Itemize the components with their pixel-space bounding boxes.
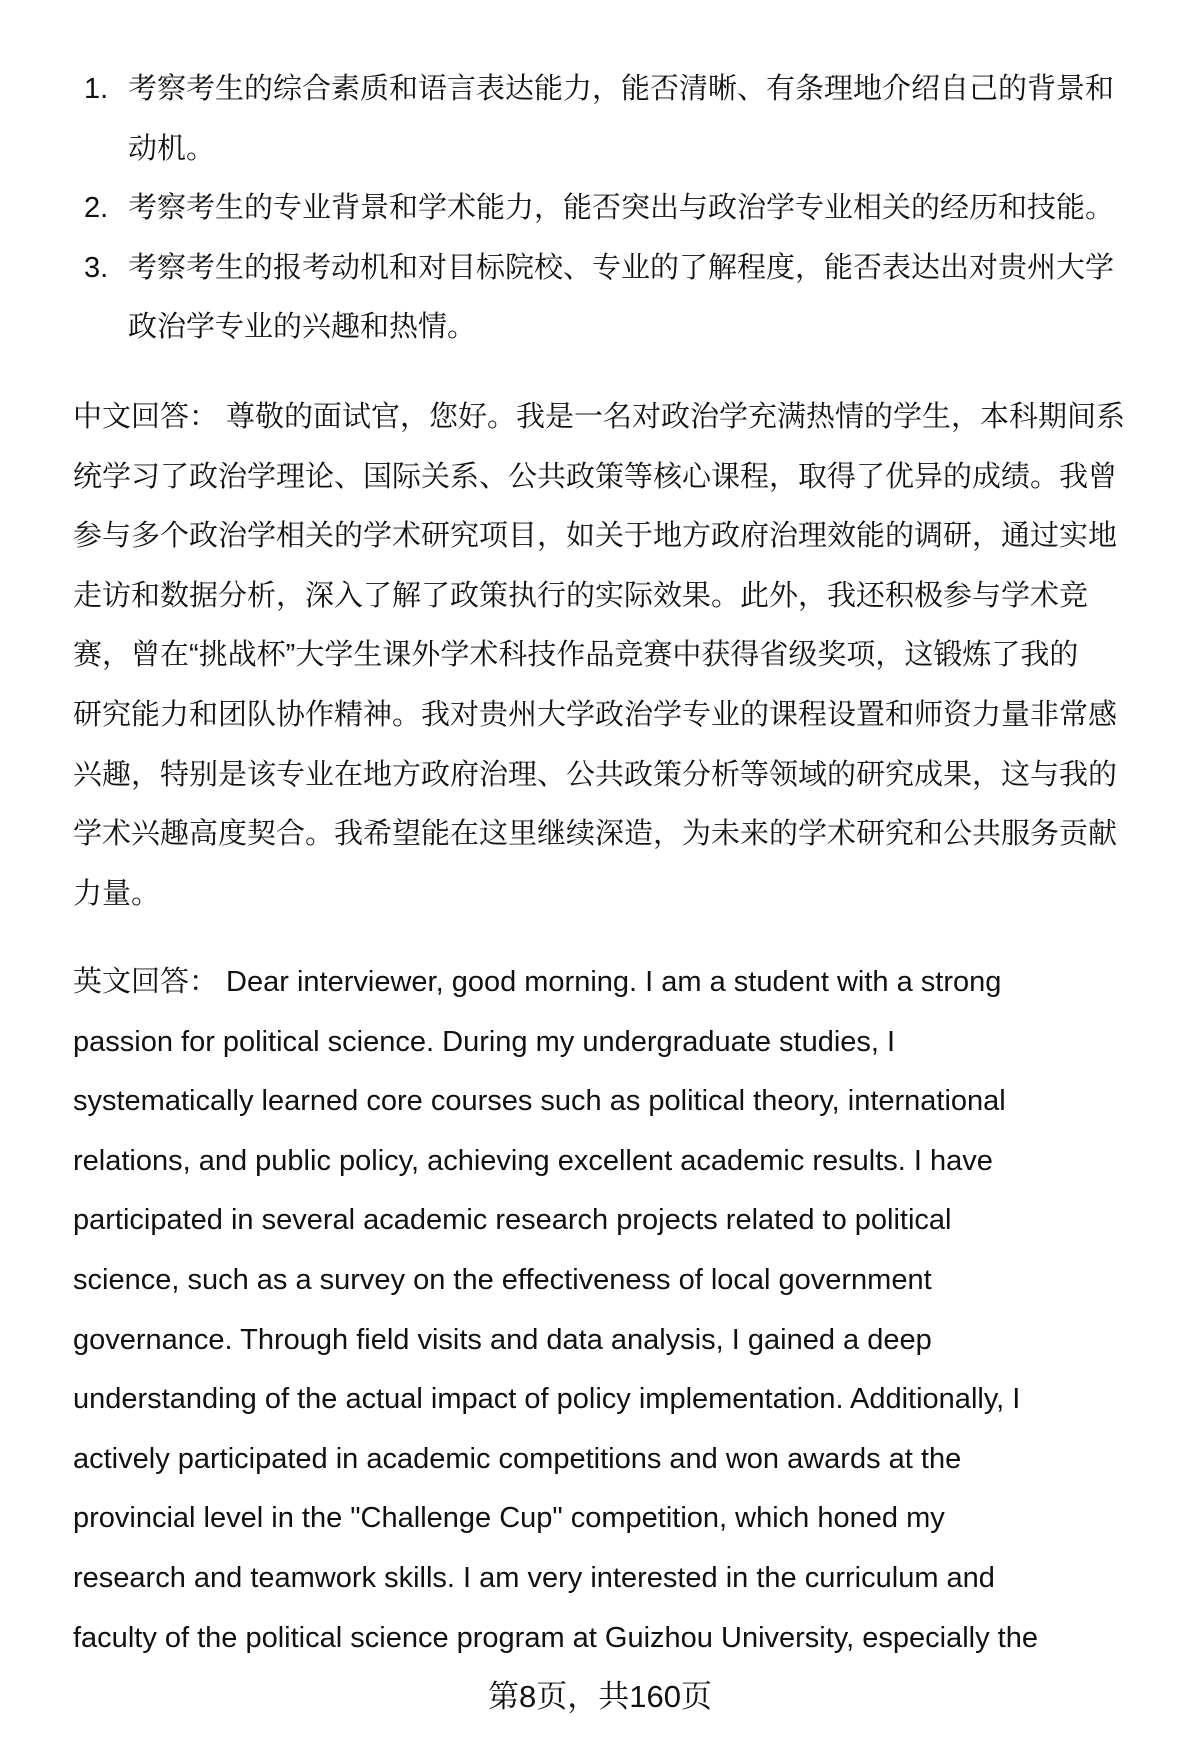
list-item-number: 1.	[84, 73, 109, 105]
english-answer-line: actively participated in academic competitions and won awards at the	[73, 1442, 962, 1475]
list-item-number: 3.	[84, 251, 109, 284]
chinese-answer-line: 赛，曾在“挑战杯”大学生课外学术科技作品竞赛中获得省级奖项，这锻炼了我的	[73, 639, 1079, 672]
english-answer-line: 英文回答： Dear interviewer, good morning. I am a student with a strong	[73, 966, 1002, 998]
list-item-text: 考察考生的报考动机和对目标院校、专业的了解程度，能否表达出对贵州大学	[128, 251, 1115, 284]
chinese-answer-line: 研究能力和团队协作精神。我对贵州大学政治学专业的课程设置和师资力量非常感	[73, 699, 1118, 731]
english-answer-line: understanding of the actual impact of policy implementation. Additionally, I	[73, 1383, 1021, 1416]
chinese-answer-line: 参与多个政治学相关的学术研究项目，如关于地方政府治理效能的调研，通过实地	[73, 520, 1118, 553]
list-item-text: 考察考生的综合素质和语言表达能力，能否清晰、有条理地介绍自己的背景和	[128, 73, 1115, 105]
english-answer-line: participated in several academic research projects related to political	[73, 1204, 952, 1237]
page-number: 第8页，共160页	[488, 1679, 712, 1714]
chinese-answer-line: 兴趣，特别是该专业在地方政府治理、公共政策分析等领域的研究成果，这与我的	[73, 758, 1118, 791]
english-answer-line: governance. Through field visits and data analysis, I gained a deep	[73, 1323, 932, 1356]
chinese-answer-line: 统学习了政治学理论、国际关系、公共政策等核心课程，取得了优异的成绩。我曾	[73, 460, 1118, 493]
chinese-answer-line: 走访和数据分析，深入了解了政策执行的实际效果。此外，我还积极参与学术竞	[73, 579, 1089, 612]
list-item-number: 2.	[84, 192, 109, 225]
list-item-text: 动机。	[128, 132, 216, 165]
english-answer-line: passion for political science. During my undergraduate studies, I	[73, 1025, 896, 1058]
english-answer-line: relations, and public policy, achieving excellent academic results. I have	[73, 1144, 993, 1177]
list-item-text: 考察考生的专业背景和学术能力，能否突出与政治学专业相关的经历和技能。	[128, 192, 1115, 225]
chinese-answer-line: 力量。	[73, 877, 161, 910]
chinese-answer-line: 中文回答： 尊敬的面试官，您好。我是一名对政治学充满热情的学生，本科期间系	[73, 401, 1126, 433]
list-item-text: 政治学专业的兴趣和热情。	[128, 311, 477, 344]
english-answer-line: research and teamwork skills. I am very interested in the curriculum and	[73, 1562, 995, 1594]
english-answer-line: faculty of the political science program at Guizhou University, especially the	[73, 1621, 1038, 1654]
english-answer-line: systematically learned core courses such as political theory, international	[73, 1085, 1006, 1118]
english-answer-line: science, such as a survey on the effectiveness of local government	[73, 1264, 932, 1296]
chinese-answer-line: 学术兴趣高度契合。我希望能在这里继续深造，为未来的学术研究和公共服务贡献	[73, 818, 1118, 851]
english-answer-line: provincial level in the "Challenge Cup" competition, which honed my	[73, 1502, 945, 1535]
